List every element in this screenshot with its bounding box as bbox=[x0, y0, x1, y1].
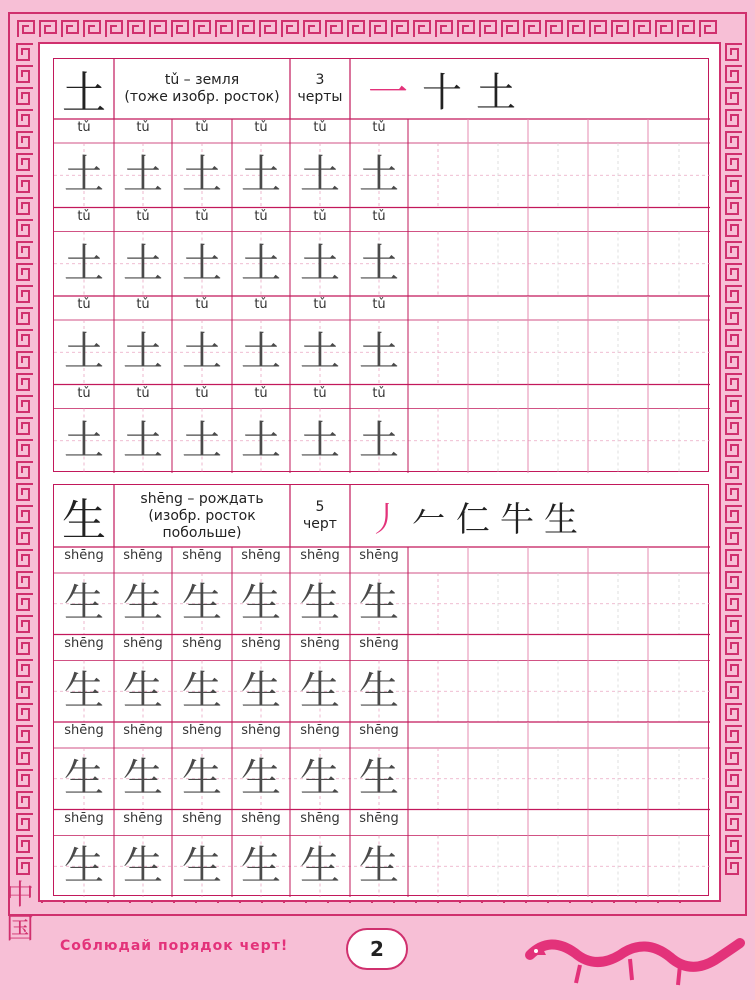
pinyin-label: tǔ bbox=[195, 385, 209, 401]
stroke-step: 牛 bbox=[500, 499, 544, 540]
meander-border-left bbox=[14, 42, 36, 882]
pinyin-label: shēng bbox=[300, 810, 340, 826]
pinyin-label: tǔ bbox=[372, 120, 386, 135]
trace-character: 土 bbox=[182, 152, 222, 198]
pinyin-label: tǔ bbox=[136, 297, 150, 312]
stroke-step: 生 bbox=[544, 499, 588, 540]
meander-motif bbox=[656, 21, 672, 37]
meander-motif bbox=[726, 44, 742, 60]
meander-motif bbox=[726, 550, 742, 566]
meander-motif bbox=[726, 704, 742, 720]
meander-motif bbox=[590, 21, 606, 37]
meander-motif bbox=[17, 352, 33, 368]
meander-motif bbox=[726, 352, 742, 368]
meaning-cell bbox=[114, 59, 290, 119]
meander-motif bbox=[726, 132, 742, 148]
meander-motif bbox=[726, 638, 742, 654]
pinyin-label: shēng bbox=[123, 548, 163, 563]
pinyin-label: tǔ bbox=[372, 385, 386, 401]
meander-motif bbox=[348, 21, 364, 37]
meander-motif bbox=[150, 21, 166, 37]
stroke-count-label: черты bbox=[297, 89, 343, 105]
trace-character: 土 bbox=[241, 152, 281, 198]
pinyin-label: shēng bbox=[64, 548, 104, 563]
pinyin-label: shēng bbox=[182, 810, 222, 826]
meander-motif bbox=[17, 374, 33, 390]
meander-motif bbox=[17, 242, 33, 258]
pinyin-label: shēng bbox=[359, 810, 399, 826]
pinyin-label: shēng bbox=[241, 635, 281, 651]
trace-character: 生 bbox=[241, 842, 281, 889]
trace-character: 生 bbox=[64, 842, 104, 889]
pinyin-label: shēng bbox=[123, 810, 163, 826]
pinyin-label: shēng bbox=[241, 548, 281, 563]
meander-motif bbox=[172, 21, 188, 37]
meander-motif bbox=[726, 748, 742, 764]
pinyin-label: shēng bbox=[359, 635, 399, 651]
meander-motif bbox=[17, 572, 33, 588]
pinyin-label: tǔ bbox=[136, 208, 150, 224]
meaning-line: побольше) bbox=[162, 524, 242, 541]
meander-motif bbox=[282, 21, 298, 37]
trace-character: 生 bbox=[123, 667, 163, 714]
pinyin-label: shēng bbox=[359, 548, 399, 563]
meander-motif bbox=[726, 726, 742, 742]
trace-character: 生 bbox=[359, 842, 399, 889]
meander-motif bbox=[726, 374, 742, 390]
pinyin-label: shēng bbox=[300, 635, 340, 651]
meander-motif bbox=[726, 308, 742, 324]
meander-motif bbox=[17, 330, 33, 346]
meander-motif bbox=[726, 286, 742, 302]
meander-motif bbox=[726, 572, 742, 588]
pinyin-label: shēng bbox=[182, 548, 222, 563]
meander-motif bbox=[17, 748, 33, 764]
meaning-line: tǔ – земля bbox=[164, 72, 240, 88]
pinyin-label: tǔ bbox=[195, 208, 209, 224]
stroke-order-sequence bbox=[350, 485, 708, 547]
worksheet bbox=[38, 42, 721, 902]
trace-character: 土 bbox=[359, 417, 399, 464]
meander-motif bbox=[17, 132, 33, 148]
trace-character: 土 bbox=[300, 240, 340, 287]
meander-motif bbox=[392, 21, 408, 37]
stroke-count-cell bbox=[290, 59, 350, 119]
meander-motif bbox=[17, 792, 33, 808]
trace-character: 生 bbox=[300, 755, 340, 801]
meander-motif bbox=[17, 88, 33, 104]
meander-motif bbox=[726, 440, 742, 456]
meander-motif bbox=[502, 21, 518, 37]
trace-character: 生 bbox=[182, 842, 222, 889]
dragon-icon bbox=[520, 925, 745, 999]
stroke-count: 3 bbox=[315, 72, 325, 88]
meander-motif bbox=[17, 726, 33, 742]
pinyin-label: tǔ bbox=[254, 120, 268, 135]
practice-block-tu bbox=[53, 58, 709, 472]
side-char: 中 bbox=[6, 878, 35, 911]
trace-character: 土 bbox=[241, 417, 281, 464]
meander-motif bbox=[726, 528, 742, 544]
pinyin-label: shēng bbox=[359, 723, 399, 738]
meander-motif bbox=[726, 242, 742, 258]
meander-motif bbox=[17, 286, 33, 302]
meander-motif bbox=[17, 770, 33, 786]
pinyin-label: shēng bbox=[241, 723, 281, 738]
meander-motif bbox=[726, 264, 742, 280]
pinyin-label: shēng bbox=[64, 635, 104, 651]
meander-motif bbox=[480, 21, 496, 37]
trace-character: 土 bbox=[182, 417, 222, 464]
trace-character: 土 bbox=[300, 329, 340, 375]
meander-motif bbox=[726, 418, 742, 434]
meander-motif bbox=[370, 21, 386, 37]
meaning-cell bbox=[114, 485, 290, 547]
pinyin-label: tǔ bbox=[77, 208, 91, 224]
meander-motif bbox=[128, 21, 144, 37]
meander-motif bbox=[194, 21, 210, 37]
side-char: 国 bbox=[6, 912, 35, 945]
trace-character: 土 bbox=[300, 152, 340, 198]
stroke-step: 土 bbox=[476, 69, 530, 116]
meander-motif bbox=[62, 21, 78, 37]
trace-character: 土 bbox=[359, 329, 399, 375]
trace-character: 土 bbox=[123, 240, 163, 287]
pinyin-label: shēng bbox=[64, 723, 104, 738]
meander-motif bbox=[17, 506, 33, 522]
trace-character: 生 bbox=[182, 667, 222, 714]
pinyin-label: tǔ bbox=[313, 385, 327, 401]
trace-character: 生 bbox=[182, 580, 222, 626]
stroke-step: 一 bbox=[368, 69, 422, 116]
meander-motif bbox=[17, 858, 33, 874]
meander-motif bbox=[726, 506, 742, 522]
meander-motif bbox=[17, 836, 33, 852]
meander-motif bbox=[726, 330, 742, 346]
meander-motif bbox=[726, 682, 742, 698]
stroke-order-sequence bbox=[350, 59, 708, 119]
trace-character: 生 bbox=[300, 842, 340, 889]
trace-character: 土 bbox=[241, 240, 281, 287]
meander-motif bbox=[678, 21, 694, 37]
meander-motif bbox=[260, 21, 276, 37]
meander-motif bbox=[726, 462, 742, 478]
stroke-step: 十 bbox=[422, 69, 476, 116]
stroke-count-label: черт bbox=[303, 516, 337, 532]
pinyin-label: tǔ bbox=[313, 208, 327, 224]
trace-character: 生 bbox=[123, 842, 163, 889]
trace-character: 土 bbox=[64, 152, 104, 198]
trace-character: 土 bbox=[300, 417, 340, 464]
meander-motif bbox=[634, 21, 650, 37]
meander-motif bbox=[726, 396, 742, 412]
meander-motif bbox=[700, 21, 716, 37]
stroke-count-cell bbox=[290, 485, 350, 547]
side-characters bbox=[6, 878, 34, 946]
pinyin-label: shēng bbox=[182, 635, 222, 651]
slogan: Соблюдай порядок черт! bbox=[60, 938, 289, 954]
trace-character: 土 bbox=[123, 417, 163, 464]
pinyin-label: tǔ bbox=[254, 385, 268, 401]
meander-motif bbox=[17, 198, 33, 214]
trace-character: 土 bbox=[64, 329, 104, 375]
meander-motif bbox=[17, 550, 33, 566]
trace-character: 土 bbox=[182, 240, 222, 287]
meander-motif bbox=[106, 21, 122, 37]
practice-block-sheng bbox=[53, 484, 709, 896]
meander-motif bbox=[726, 484, 742, 500]
meander-motif bbox=[18, 21, 34, 37]
meander-motif bbox=[726, 814, 742, 830]
meander-motif bbox=[726, 110, 742, 126]
meaning-line: (тоже изобр. росток) bbox=[124, 89, 280, 105]
meander-motif bbox=[216, 21, 232, 37]
trace-character: 生 bbox=[64, 755, 104, 801]
trace-character: 生 bbox=[300, 667, 340, 714]
pinyin-label: shēng bbox=[123, 635, 163, 651]
meander-motif bbox=[546, 21, 562, 37]
meander-motif bbox=[726, 858, 742, 874]
meander-motif bbox=[726, 176, 742, 192]
meander-motif bbox=[568, 21, 584, 37]
pinyin-label: tǔ bbox=[254, 297, 268, 312]
meaning-line: shēng – рождать bbox=[140, 490, 264, 507]
meander-motif bbox=[17, 814, 33, 830]
pinyin-label: tǔ bbox=[313, 297, 327, 312]
meander-motif bbox=[726, 154, 742, 170]
stroke-step: 𠂉 bbox=[412, 499, 456, 540]
trace-character: 土 bbox=[123, 329, 163, 375]
trace-character: 生 bbox=[241, 667, 281, 714]
pinyin-label: tǔ bbox=[77, 297, 91, 312]
pinyin-label: tǔ bbox=[372, 208, 386, 224]
meander-motif bbox=[726, 594, 742, 610]
meander-motif bbox=[612, 21, 628, 37]
character-large: 生 bbox=[62, 495, 106, 546]
meander-motif bbox=[726, 88, 742, 104]
trace-character: 生 bbox=[64, 667, 104, 714]
trace-character: 生 bbox=[359, 667, 399, 714]
meander-motif bbox=[17, 594, 33, 610]
meander-motif bbox=[17, 528, 33, 544]
meander-motif bbox=[17, 154, 33, 170]
trace-character: 生 bbox=[359, 580, 399, 626]
trace-character: 生 bbox=[300, 580, 340, 626]
trace-character: 生 bbox=[123, 755, 163, 801]
meander-motif bbox=[726, 792, 742, 808]
pinyin-label: shēng bbox=[64, 810, 104, 826]
meander-motif bbox=[84, 21, 100, 37]
meander-motif bbox=[17, 66, 33, 82]
trace-character: 土 bbox=[359, 240, 399, 287]
pinyin-label: tǔ bbox=[195, 297, 209, 312]
meander-motif bbox=[17, 110, 33, 126]
pinyin-label: tǔ bbox=[372, 297, 386, 312]
meander-motif bbox=[458, 21, 474, 37]
meander-motif bbox=[17, 418, 33, 434]
meander-motif bbox=[17, 682, 33, 698]
trace-character: 生 bbox=[359, 755, 399, 801]
meander-motif bbox=[238, 21, 254, 37]
meander-motif bbox=[17, 44, 33, 60]
meander-motif bbox=[726, 66, 742, 82]
meander-border-top bbox=[16, 18, 739, 40]
pinyin-label: shēng bbox=[241, 810, 281, 826]
trace-character: 生 bbox=[241, 755, 281, 801]
meander-motif bbox=[17, 462, 33, 478]
meander-motif bbox=[726, 660, 742, 676]
meander-border-right bbox=[723, 42, 745, 882]
stroke-count: 5 bbox=[315, 499, 325, 515]
meander-motif bbox=[326, 21, 342, 37]
trace-character: 土 bbox=[241, 329, 281, 375]
trace-character: 生 bbox=[64, 580, 104, 626]
pinyin-label: shēng bbox=[300, 723, 340, 738]
trace-character: 生 bbox=[182, 755, 222, 801]
meander-motif bbox=[17, 264, 33, 280]
trace-character: 土 bbox=[182, 329, 222, 375]
meander-motif bbox=[17, 440, 33, 456]
meander-motif bbox=[726, 836, 742, 852]
trace-character: 生 bbox=[241, 580, 281, 626]
meander-motif bbox=[726, 770, 742, 786]
meander-motif bbox=[17, 704, 33, 720]
trace-character: 土 bbox=[359, 152, 399, 198]
pinyin-label: tǔ bbox=[195, 120, 209, 135]
page-number: 2 bbox=[346, 928, 408, 970]
meander-motif bbox=[17, 616, 33, 632]
stroke-step: 仁 bbox=[456, 499, 500, 540]
meander-motif bbox=[726, 198, 742, 214]
character-large: 土 bbox=[62, 68, 106, 119]
pinyin-label: tǔ bbox=[136, 385, 150, 401]
pinyin-label: tǔ bbox=[254, 208, 268, 224]
pinyin-label: tǔ bbox=[77, 385, 91, 401]
trace-character: 土 bbox=[123, 152, 163, 198]
meaning-line: (изобр. росток bbox=[148, 507, 256, 524]
meander-motif bbox=[17, 220, 33, 236]
meander-motif bbox=[17, 660, 33, 676]
pinyin-label: tǔ bbox=[77, 120, 91, 135]
trace-character: 土 bbox=[64, 240, 104, 287]
pinyin-label: tǔ bbox=[136, 120, 150, 135]
meander-motif bbox=[17, 638, 33, 654]
meander-motif bbox=[304, 21, 320, 37]
meander-motif bbox=[17, 308, 33, 324]
meander-motif bbox=[17, 484, 33, 500]
meander-motif bbox=[726, 616, 742, 632]
trace-character: 生 bbox=[123, 580, 163, 626]
trace-character: 土 bbox=[64, 417, 104, 464]
pinyin-label: shēng bbox=[300, 548, 340, 563]
pinyin-label: shēng bbox=[123, 723, 163, 738]
meander-motif bbox=[40, 21, 56, 37]
stroke-step: 丿 bbox=[368, 499, 412, 540]
meander-motif bbox=[17, 396, 33, 412]
pinyin-label: tǔ bbox=[313, 120, 327, 135]
meander-motif bbox=[414, 21, 430, 37]
meander-motif bbox=[524, 21, 540, 37]
meander-motif bbox=[436, 21, 452, 37]
meander-motif bbox=[17, 176, 33, 192]
pinyin-label: shēng bbox=[182, 723, 222, 738]
meander-motif bbox=[726, 220, 742, 236]
